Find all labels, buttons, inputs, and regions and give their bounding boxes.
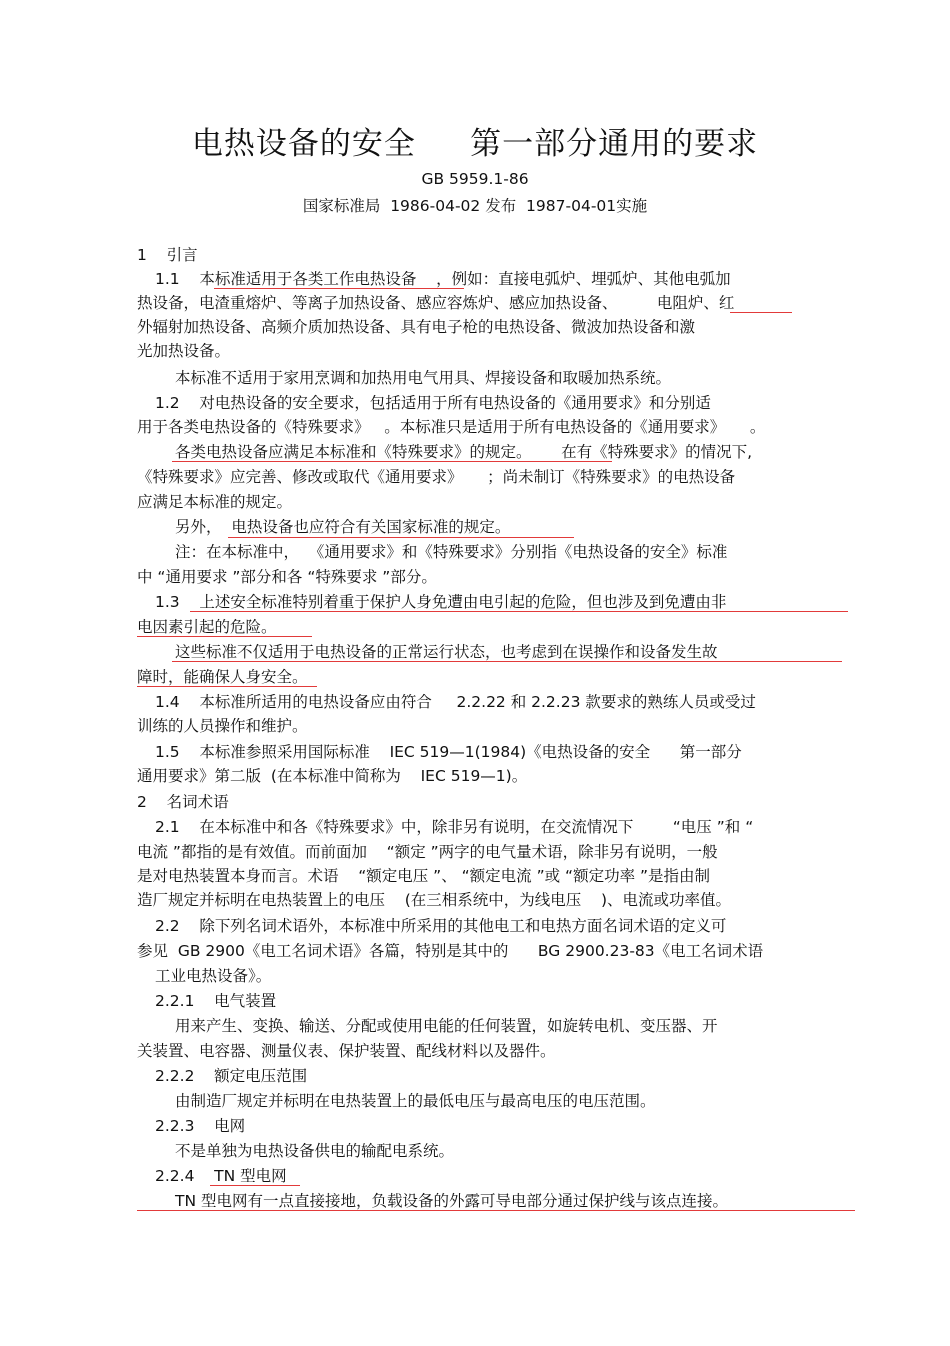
subsection-heading: 2.2.4 TN 型电网 [155,1167,287,1185]
note-line: 注：在本标准中， 《通用要求》和《特殊要求》分别指《电热设备的安全》标准 [175,543,728,561]
underline-annotation [730,312,792,313]
paragraph-line: 电流 ”都指的是有效值。而前面加 “额定 ”两字的电气量术语，除非另有说明，一般 [137,843,718,861]
paragraph-line: 不是单独为电热设备供电的输配电系统。 [175,1142,455,1160]
document-title: 电热设备的安全 第一部分通用的要求 [191,126,759,162]
underline-annotation [137,686,317,687]
paragraph-line: 热设备，电渣重熔炉、等离子加热设备、感应容炼炉、感应加热设备、 电阻炉、红 [137,294,735,312]
paragraph-line: TN 型电网有一点直接接地，负载设备的外露可导电部分通过保护线与该点连接。 [175,1192,728,1210]
paragraph-line: 障时，能确保人身安全。 [137,668,308,686]
paragraph-line: 电因素引起的危险。 [137,618,277,636]
paragraph-line: 用于各类电热设备的《特殊要求》 。本标准只是适用于所有电热设备的《通用要求》 。 [137,418,766,436]
paragraph-line: 这些标准不仅适用于电热设备的正常运行状态，也考虑到在误操作和设备发生故 [175,643,718,661]
underline-annotation [137,636,312,637]
paragraph-line: 用来产生、变换、输送、分配或使用电能的任何装置，如旋转电机、变压器、开 [175,1017,718,1035]
paragraph-line: 是对电热装置本身而言。术语 “额定电压 ”、 “额定电流 ”或 “额定功率 ”是指由制 [137,867,711,885]
paragraph-line: 《特殊要求》应完善、修改或取代《通用要求》 ；尚未制订《特殊要求》的电热设备 [137,468,736,486]
paragraph-line: 关装置、电容器、测量仪表、保护装置、配线材料以及器件。 [137,1042,556,1060]
section-2-heading: 2 名词术语 [137,793,229,811]
paragraph-line: 由制造厂规定并标明在电热装置上的最低电压与最高电压的电压范围。 [175,1092,656,1110]
paragraph-line: 另外， 电热设备也应符合有关国家标准的规定。 [175,518,511,536]
paragraph-line: 1.1 本标准适用于各类工作电热设备 ，例如：直接电弧炉、埋弧炉、其他电弧加 [155,270,731,288]
paragraph-line: 1.5 本标准参照采用国际标准 IEC 519—1(1984)《电热设备的安全 第一部分 [155,743,742,761]
paragraph-line: 应满足本标准的规定。 [137,493,293,511]
paragraph-line: 1.3 上述安全标准特别着重于保护人身免遭由电引起的危险，但也涉及到免遭由非 [155,593,727,611]
paragraph-line: 外辐射加热设备、高频介质加热设备、具有电子枪的电热设备、微波加热设备和激 [137,318,696,336]
paragraph-line: 工业电热设备》。 [155,967,272,985]
paragraph-line: 光加热设备。 [137,342,231,360]
paragraph-line: 本标准不适用于家用烹调和加热用电气用具、焊接设备和取暖加热系统。 [175,369,672,387]
underline-annotation [228,537,574,538]
underline-annotation [190,611,848,612]
underline-annotation [214,288,464,289]
subsection-heading: 2.2.2 额定电压范围 [155,1067,308,1085]
paragraph-line: 2.1 在本标准中和各《特殊要求》中，除非另有说明，在交流情况下 “电压 ”和 “ [155,818,754,836]
note-line: 中 “通用要求 ”部分和各 “特殊要求 ”部分。 [137,568,437,586]
paragraph-line: 通用要求》第二版 (在本标准中简称为 IEC 519—1)。 [137,767,528,785]
paragraph-line: 训练的人员操作和维护。 [137,717,308,735]
paragraph-line: 造厂规定并标明在电热装置上的电压 (在三相系统中，为线电压 )、电流或功率值。 [137,891,732,909]
standard-code: GB 5959.1-86 [421,170,529,188]
paragraph-line: 各类电热设备应满足本标准和《特殊要求》的规定。 在有《特殊要求》的情况下, [175,443,752,461]
paragraph-line: 1.2 对电热设备的安全要求，包括适用于所有电热设备的《通用要求》和分别适 [155,394,711,412]
subsection-heading: 2.2.1 电气装置 [155,992,277,1010]
underline-annotation [172,661,842,662]
paragraph-line: 参见 GB 2900《电工名词术语》各篇，特别是其中的 BG 2900.23-83《电工名词术语 [137,942,764,960]
issue-line: 国家标准局 1986-04-02 发布 1987-04-01实施 [302,197,648,215]
underline-annotation [172,461,612,462]
subsection-heading: 2.2.3 电网 [155,1117,246,1135]
section-1-heading: 1 引言 [137,246,198,264]
underline-annotation [210,1185,300,1186]
paragraph-line: 2.2 除下列名词术语外，本标准中所采用的其他电工和电热方面名词术语的定义可 [155,917,727,935]
underline-annotation [137,1210,855,1211]
paragraph-line: 1.4 本标准所适用的电热设备应由符合 2.2.22 和 2.2.23 款要求的熟练人员或受过 [155,693,756,711]
